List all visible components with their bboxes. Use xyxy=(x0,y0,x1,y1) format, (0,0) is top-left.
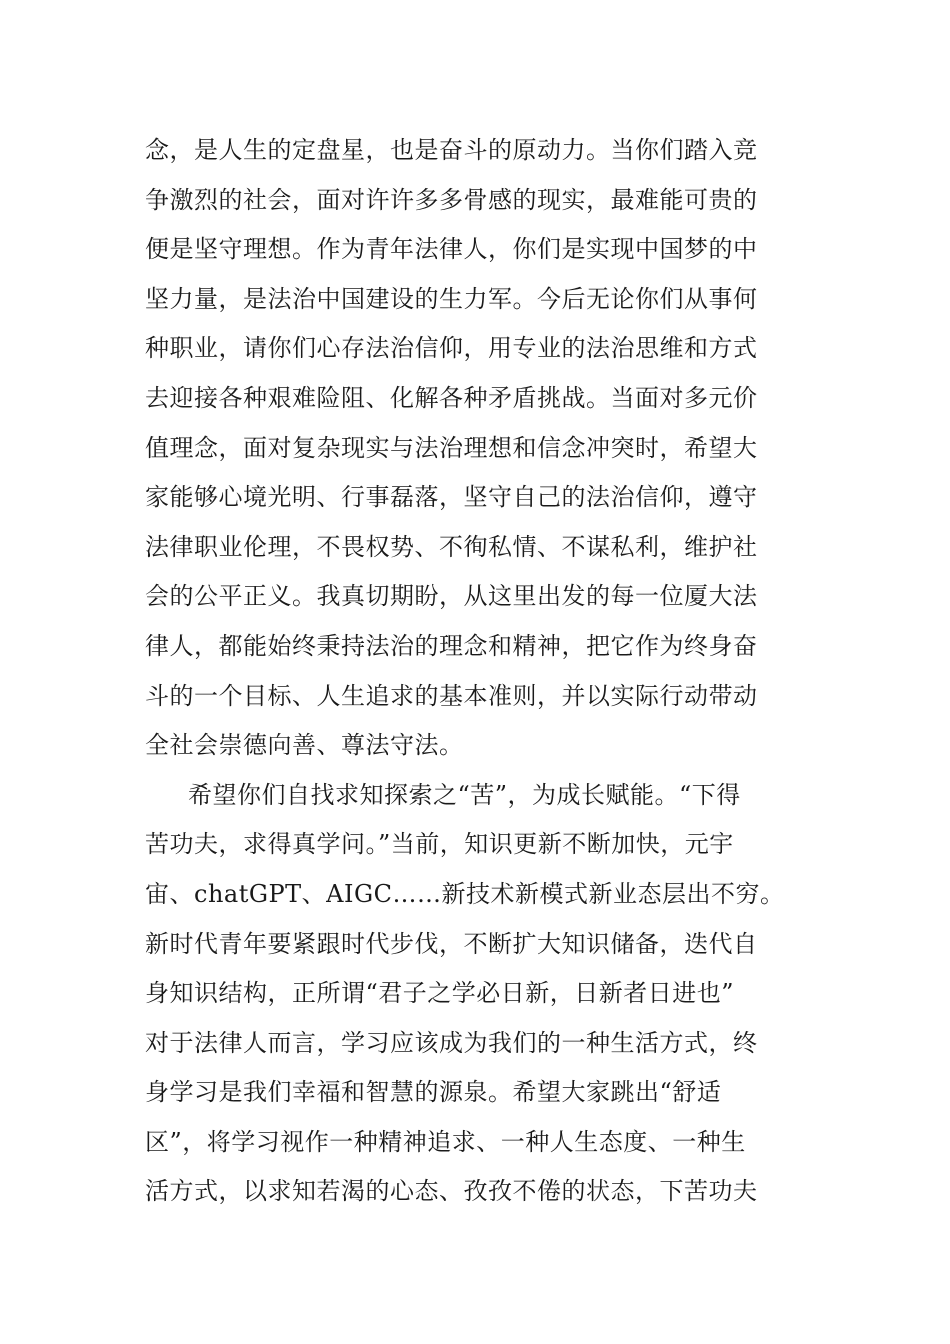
text-line: 斗的一个目标、人生追求的基本准则，并以实际行动带动 xyxy=(145,681,758,710)
text-line: 坚力量，是法治中国建设的生力军。今后无论你们从事何 xyxy=(145,284,758,313)
text-line: 法律职业伦理，不畏权势、不徇私情、不谋私利，维护社 xyxy=(145,532,758,561)
text-line: 值理念，面对复杂现实与法治理想和信念冲突时，希望大 xyxy=(145,433,758,462)
text-line: 会的公平正义。我真切期盼，从这里出发的每一位厦大法 xyxy=(145,582,758,611)
text-line: 争激烈的社会，面对许许多多骨感的现实，最难能可贵的 xyxy=(145,185,758,214)
text-line: 家能够心境光明、行事磊落，坚守自己的法治信仰，遵守 xyxy=(145,483,758,512)
text-line: 身学习是我们幸福和智慧的源泉。希望大家跳出“舒适 xyxy=(145,1078,722,1107)
text-line: 去迎接各种艰难险阻、化解各种矛盾挑战。当面对多元价 xyxy=(145,383,758,412)
paragraph-start-line: 希望你们自找求知探索之“苦”，为成长赋能。“下得 xyxy=(188,780,741,809)
text-line: 便是坚守理想。作为青年法律人，你们是实现中国梦的中 xyxy=(145,235,758,264)
text-line: 活方式，以求知若渴的心态、孜孜不倦的状态，下苦功夫 xyxy=(145,1177,758,1206)
text-line: 念，是人生的定盘星，也是奋斗的原动力。当你们踏入竞 xyxy=(145,136,758,164)
text-line: 宙、chatGPT、AIGC……新技术新模式新业态层出不穷。 xyxy=(145,879,785,908)
text-line: 新时代青年要紧跟时代步伐，不断扩大知识储备，迭代自 xyxy=(145,929,758,958)
body-text xyxy=(145,126,825,1217)
text-line: 区”，将学习视作一种精神追求、一种人生态度、一种生 xyxy=(145,1127,746,1156)
text-line: 全社会崇德向善、尊法守法。 xyxy=(145,731,464,760)
text-line: 苦功夫，求得真学问。”当前，知识更新不断加快，元宇 xyxy=(145,830,734,859)
text-line: 对于法律人而言，学习应该成为我们的一种生活方式，终 xyxy=(145,1028,758,1057)
text-line: 种职业，请你们心存法治信仰，用专业的法治思维和方式 xyxy=(145,334,758,363)
text-line: 身知识结构，正所谓“君子之学必日新，日新者日进也” xyxy=(145,979,735,1008)
text-line: 律人，都能始终秉持法治的理念和精神，把它作为终身奋 xyxy=(145,631,758,660)
